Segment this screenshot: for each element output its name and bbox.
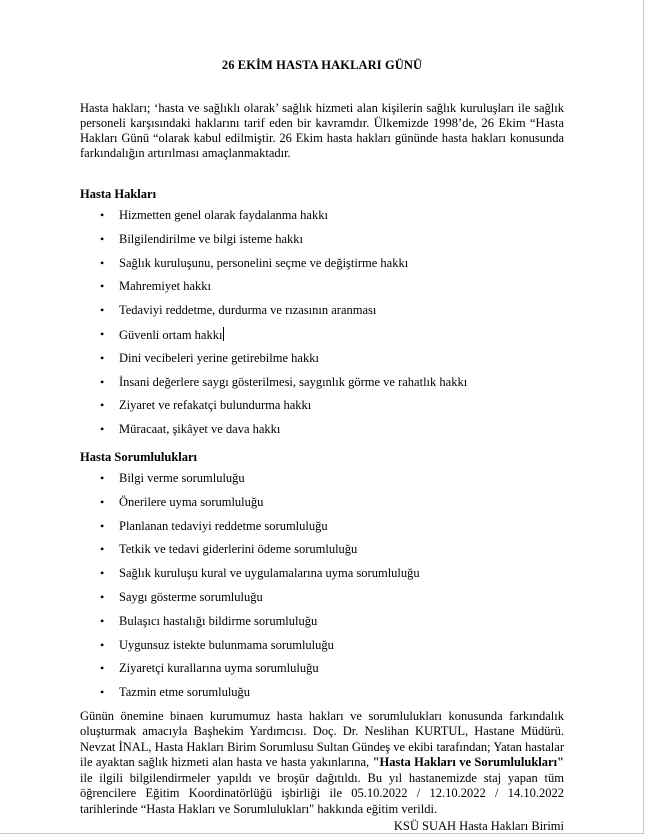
responsibility-item: [100, 495, 564, 519]
responsibilities-list: [80, 471, 564, 709]
closing-text-bold: "Hasta Hakları ve Sorumlulukları": [372, 755, 564, 770]
bullet-icon: •: [100, 494, 105, 509]
right-item-text: Dini vecibeleri yerine getirebilme hakkı: [119, 350, 319, 365]
responsibility-item-text: Sağlık kuruluşu kural ve uygulamalarına uyma sorumluluğu: [119, 566, 420, 581]
bullet-icon: •: [100, 231, 105, 246]
bullet-icon: •: [100, 255, 105, 270]
responsibility-item-text: Bilgi verme sorumluluğu: [119, 470, 245, 485]
responsibility-item-text: Uygunsuz istekte bulunmama sorumluluğu: [119, 637, 334, 652]
bullet-icon: •: [100, 637, 105, 652]
right-item: [100, 398, 564, 422]
responsibility-item: [100, 566, 564, 590]
responsibility-item-text: Tazmin etme sorumluluğu: [119, 685, 251, 700]
text-cursor: [223, 327, 224, 341]
bullet-icon: •: [100, 303, 105, 318]
right-item-text: Güvenli ortam hakkı: [119, 327, 223, 342]
right-item: [100, 375, 564, 399]
right-item: [100, 279, 564, 303]
bullet-icon: •: [100, 685, 105, 700]
right-item: [100, 256, 564, 280]
right-item-text: İnsani değerlere saygı gösterilmesi, saygınlık görme ve rahatlık hakkı: [119, 374, 468, 389]
signature-line: KSÜ SUAH Hasta Hakları Birimi: [393, 819, 564, 834]
document-title: 26 EKİM HASTA HAKLARI GÜNÜ: [221, 58, 423, 72]
responsibility-item-text: Saygı gösterme sorumluluğu: [119, 589, 263, 604]
closing-paragraph: [80, 709, 564, 818]
right-item-text: Hizmetten genel olarak faydalanma hakkı: [119, 208, 328, 222]
bullet-icon: •: [100, 350, 105, 365]
responsibility-item: [100, 590, 564, 614]
bullet-icon: •: [100, 398, 105, 413]
responsibility-item: [100, 661, 564, 685]
rights-heading: Hasta Hakları: [80, 187, 157, 201]
closing-text-part1: Günün önemine binaen kurumumuz hasta hakları ve sorumlulukları konusunda farkındalık oluşturmak amacıyla Başhekim Yardımcısı. Doç. Dr. Neslihan KURTUL, Hastane Müdürü. Nevzat İNAL, Hasta Hakları Birim Sorumlusu Sultan Gündeş ve ekibi tarafından; Yatan hastalar ile ayaktan sağlık hizmeti alan hasta ve hasta yakınlarına,: [80, 708, 564, 770]
bullet-icon: •: [100, 326, 105, 341]
right-item: [100, 351, 564, 375]
responsibilities-heading: Hasta Sorumlulukları: [80, 449, 198, 464]
right-item-text: Sağlık kuruluşunu, personelini seçme ve değiştirme hakkı: [119, 255, 409, 270]
responsibility-item: [100, 614, 564, 638]
right-item: [100, 208, 564, 232]
bullet-icon: •: [100, 613, 105, 628]
bullet-icon: •: [100, 566, 105, 581]
right-item-text: Ziyaret ve refakatçi bulundurma hakkı: [119, 398, 312, 413]
bullet-icon: •: [100, 542, 105, 557]
responsibility-item: [100, 638, 564, 662]
right-item: [100, 232, 564, 256]
responsibility-item-text: Ziyaretçi kurallarına uyma sorumluluğu: [119, 661, 319, 676]
bullet-icon: •: [100, 374, 105, 389]
right-item: [100, 422, 564, 446]
right-item: [100, 303, 564, 327]
bullet-icon: •: [100, 589, 105, 604]
right-item: [100, 327, 564, 351]
bullet-icon: •: [100, 470, 105, 485]
right-item-text: Bilgilendirilme ve bilgi isteme hakkı: [119, 231, 303, 246]
responsibility-item-text: Tetkik ve tedavi giderlerini ödeme sorumluluğu: [119, 542, 358, 557]
bullet-icon: •: [100, 518, 105, 533]
intro-paragraph: Hasta hakları; ‘hasta ve sağlıklı olarak’ sağlık hizmeti alan kişilerin sağlık kuruluşları ile sağlık personeli karşısındaki haklarını tarif eden bir kavramdır. Ülkemizde 1998’de, 26 Ekim “Hasta Hakları Günü “olarak kabul edilmiştir. 26 Ekim hasta hakları gününde hasta hakları konusunda farkındalığın artırılması amaçlanmaktadır.: [80, 101, 564, 160]
bullet-icon: •: [100, 661, 105, 676]
responsibility-item-text: Planlanan tedaviyi reddetme sorumluluğu: [119, 518, 328, 533]
closing-text-part2: ile ilgili bilgilendirmeler yapıldı ve broşür dağıtıldı. Bu yıl hastanemizde staj yapan tüm öğrencilere Eğitim Koordinatörlüğü işbirliği ile 05.10.2022 / 12.10.2022 / 14.10.2022 tarihlerinde “Hasta Hakları ve Sorumlulukları" hakkında eğitim verildi.: [80, 770, 564, 816]
right-item-text: Tedaviyi reddetme, durdurma ve rızasının aranması: [119, 303, 377, 318]
bullet-icon: •: [100, 422, 105, 437]
responsibility-item-text: Bulaşıcı hastalığı bildirme sorumluluğu: [119, 613, 318, 628]
responsibility-item: [100, 685, 564, 709]
document-body[interactable]: [80, 58, 564, 834]
rights-list: [80, 208, 564, 446]
right-item-text: Mahremiyet hakkı: [119, 279, 211, 294]
responsibility-item: [100, 519, 564, 543]
bullet-icon: •: [100, 208, 105, 222]
responsibility-item-text: Önerilere uyma sorumluluğu: [119, 494, 264, 509]
right-item-text: Müracaat, şikâyet ve dava hakkı: [119, 422, 281, 437]
responsibility-item: [100, 471, 564, 495]
responsibility-item: [100, 542, 564, 566]
bullet-icon: •: [100, 279, 105, 294]
